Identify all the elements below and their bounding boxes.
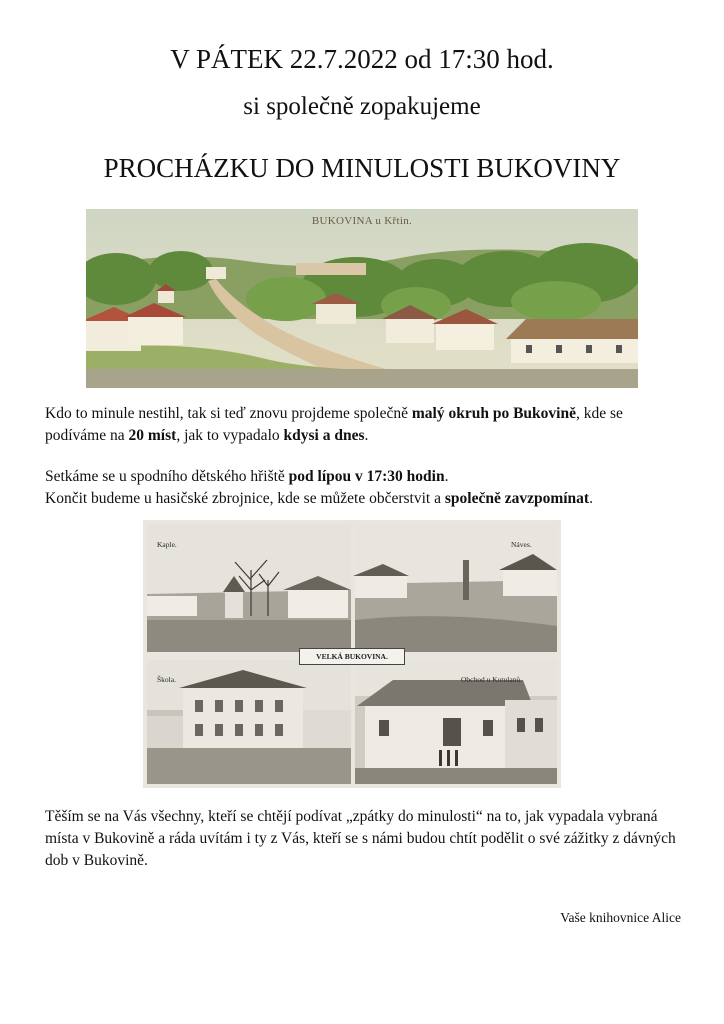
intro-text: . — [364, 427, 369, 444]
intro-text: , kde se podíváme na — [45, 405, 623, 444]
ending-highlight: společně zavzpomínat — [444, 490, 590, 507]
intro-highlight-route: malý okruh po Bukovině — [411, 405, 576, 422]
event-title: PROCHÁZKU DO MINULOSTI BUKOVINY — [103, 153, 621, 183]
event-datetime: V PÁTEK 22.7.2022 od 17:30 hod. — [170, 44, 554, 74]
meeting-text: Setkáme se u spodního dětského hřiště — [45, 468, 289, 485]
event-subtitle: si společně zopakujeme — [243, 93, 481, 120]
ending-text: Končit budeme u hasičské zbrojnice, kde se můžete občerstvit a — [45, 490, 445, 507]
intro-highlight-then-now: kdysi a dnes — [283, 427, 365, 444]
label-chapel: Kaple. — [157, 540, 177, 549]
postcard-center-label: VELKÁ BUKOVINA. — [299, 648, 405, 665]
intro-highlight-places: 20 míst — [128, 427, 177, 444]
meeting-paragraph — [45, 466, 685, 510]
ending-text: . — [589, 490, 593, 507]
signature: Vaše knihovnice Alice — [560, 910, 681, 925]
meeting-text: . — [444, 468, 449, 485]
meeting-place-time: pod lípou v 17:30 hodin — [288, 468, 445, 485]
label-school: Škola. — [157, 675, 176, 684]
bukovina-color-postcard — [86, 209, 638, 388]
intro-paragraph — [45, 403, 685, 447]
velka-bukovina-postcard — [143, 520, 561, 788]
label-shop: Obchod u Kotulanů. — [461, 675, 523, 684]
intro-text: Kdo to minule nestihl, tak si teď znovu projdeme společně — [45, 405, 412, 422]
postcard-caption: BUKOVINA u Křtin. — [311, 215, 413, 227]
label-village-square: Náves. — [511, 540, 532, 549]
intro-text: , jak to vypadalo — [176, 427, 284, 444]
invite-paragraph: Těším se na Vás všechny, kteří se chtějí podívat „zpátky do minulosti“ na to, jak vypadala vybraná místa v Bukovině a ráda uvítám i ty z Vás, kteří se s námi budou chtít podělit o své zážitky z dávných dob v Bukovině. — [45, 808, 676, 869]
